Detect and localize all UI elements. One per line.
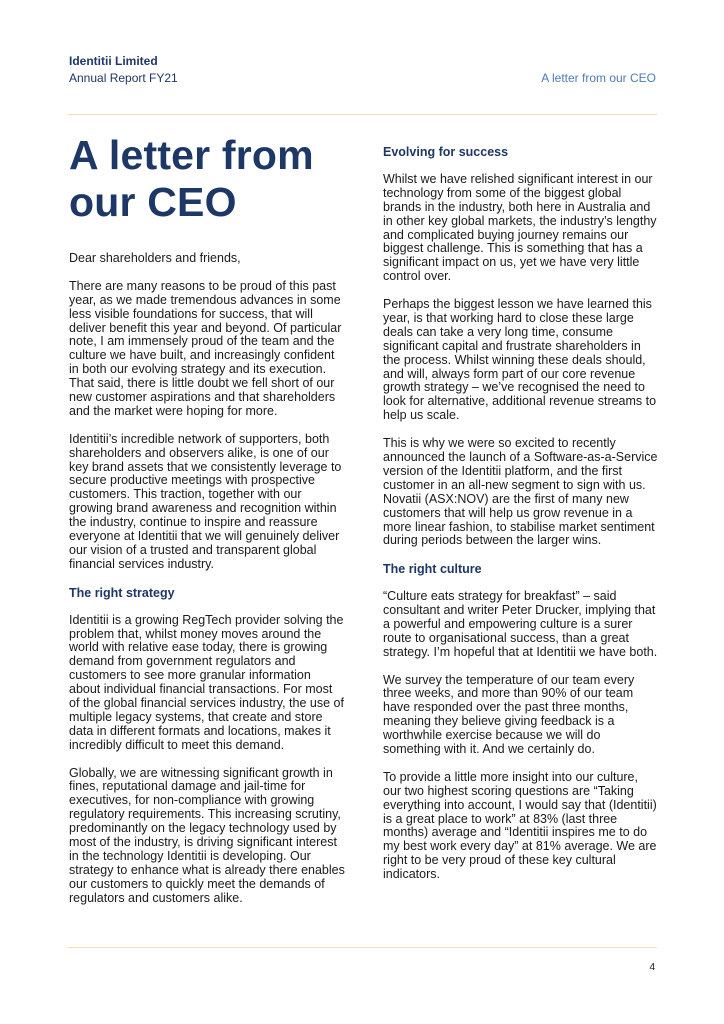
paragraph: Globally, we are witnessing significant growth in fines, reputational damage and jail-time for executives, for non-compliance with growing regulatory requirements. This increasing scrutiny, predominantly on the legacy technology used by most of the industry, is driving significant interest in the technology Identitii is developing. Our strategy to enhance what is already there enables our customers to quickly meet the demands of regulators and customers alike. — [69, 765, 345, 905]
paragraph: We survey the temperature of our team every three weeks, and more than 90% of our team have responded over the past three months, meaning they believe giving feedback is a worthwhile exercise because we will do something with it. And we certainly do. — [383, 672, 635, 757]
paragraph: Identitii’s incredible network of supporters, both shareholders and observers alike, is one of our key brand assets that we consistently leverage to secure productive meetings with prospective customers. This traction, together with our growing brand awareness and recognition within the industry, continue to inspire and reassure everyone at Identitii that we will genuinely deliver our vision of a trusted and transparent global financial services industry. — [69, 431, 342, 571]
company-name: Identitii Limited — [69, 54, 158, 68]
header-divider — [68, 114, 657, 115]
page-title: A letter from our CEO — [69, 132, 314, 225]
paragraph: Whilst we have relished significant interest in our technology from some of the biggest global brands in the industry, both here in Australia and in other key global markets, the industry’s lengthy and complicated buying journey remains our biggest challenge. This is something that has a significant impact on us, yet we have very little control over. — [383, 171, 657, 284]
paragraph: Perhaps the biggest lesson we have learned this year, is that working hard to close these large deals can take a very long time, consume significant capital and frustrate shareholders in the process. Whilst winning these deals should, and will, always form part of our core revenue growth strategy – we’ve recognised the need to look for alternative, additional revenue streams to help us scale. — [383, 297, 657, 423]
page-number: 4 — [649, 962, 655, 973]
section-title: A letter from our CEO — [541, 71, 656, 85]
paragraph: This is why we were so excited to recently announced the launch of a Software-as-a-Service version of the Identitii platform, and the first customer in an all-new segment to sign with us. Novatii (ASX:NOV) are the first of many new customers that will help us grow revenue in a more linear fashion, to stabilise market sentiment during periods between the larger wins. — [383, 436, 658, 548]
left-column — [69, 132, 345, 920]
section-heading-strategy: The right strategy — [69, 585, 175, 600]
paragraph: Identitii is a growing RegTech provider solving the problem that, whilst money moves around the world with relative ease today, there is growing demand from government regulators and customers to see more granular information about individual financial transactions. For most of the global financial services industry, the use of multiple legacy systems, that create and store data in different formats and locations, makes it incredibly difficult to meet this demand. — [69, 612, 344, 752]
paragraph: To provide a little more insight into our culture, our two highest scoring questions are “Taking everything into account, I would say that (Identitii) is a great place to work” at 83% (last three months) average and “Identitii inspires me to do my best work every day” at 81% average. We are right to be very proud of these key cultural indicators. — [383, 769, 657, 882]
footer-divider — [68, 947, 657, 948]
section-heading-culture: The right culture — [383, 562, 482, 577]
section-heading-evolving: Evolving for success — [383, 145, 509, 159]
paragraph: “Culture eats strategy for breakfast” – said consultant and writer Peter Drucker, implying that a powerful and empowering culture is a surer route to organisational success, than a great strategy. I’m hopeful that at Identitii we have both. — [383, 589, 658, 659]
report-name: Annual Report FY21 — [69, 71, 178, 85]
salutation: Dear shareholders and friends, — [69, 251, 241, 265]
right-column — [383, 145, 658, 896]
paragraph: There are many reasons to be proud of this past year, as we made tremendous advances in some less visible foundations for success, that will deliver benefit this year and beyond. Of particular note, I am immensely proud of the team and the culture we have built, and increasingly confident in both our evolving strategy and its execution. That said, there is little doubt we fell short of our new customer aspirations and that shareholders and the market were hoping for more. — [69, 278, 342, 418]
